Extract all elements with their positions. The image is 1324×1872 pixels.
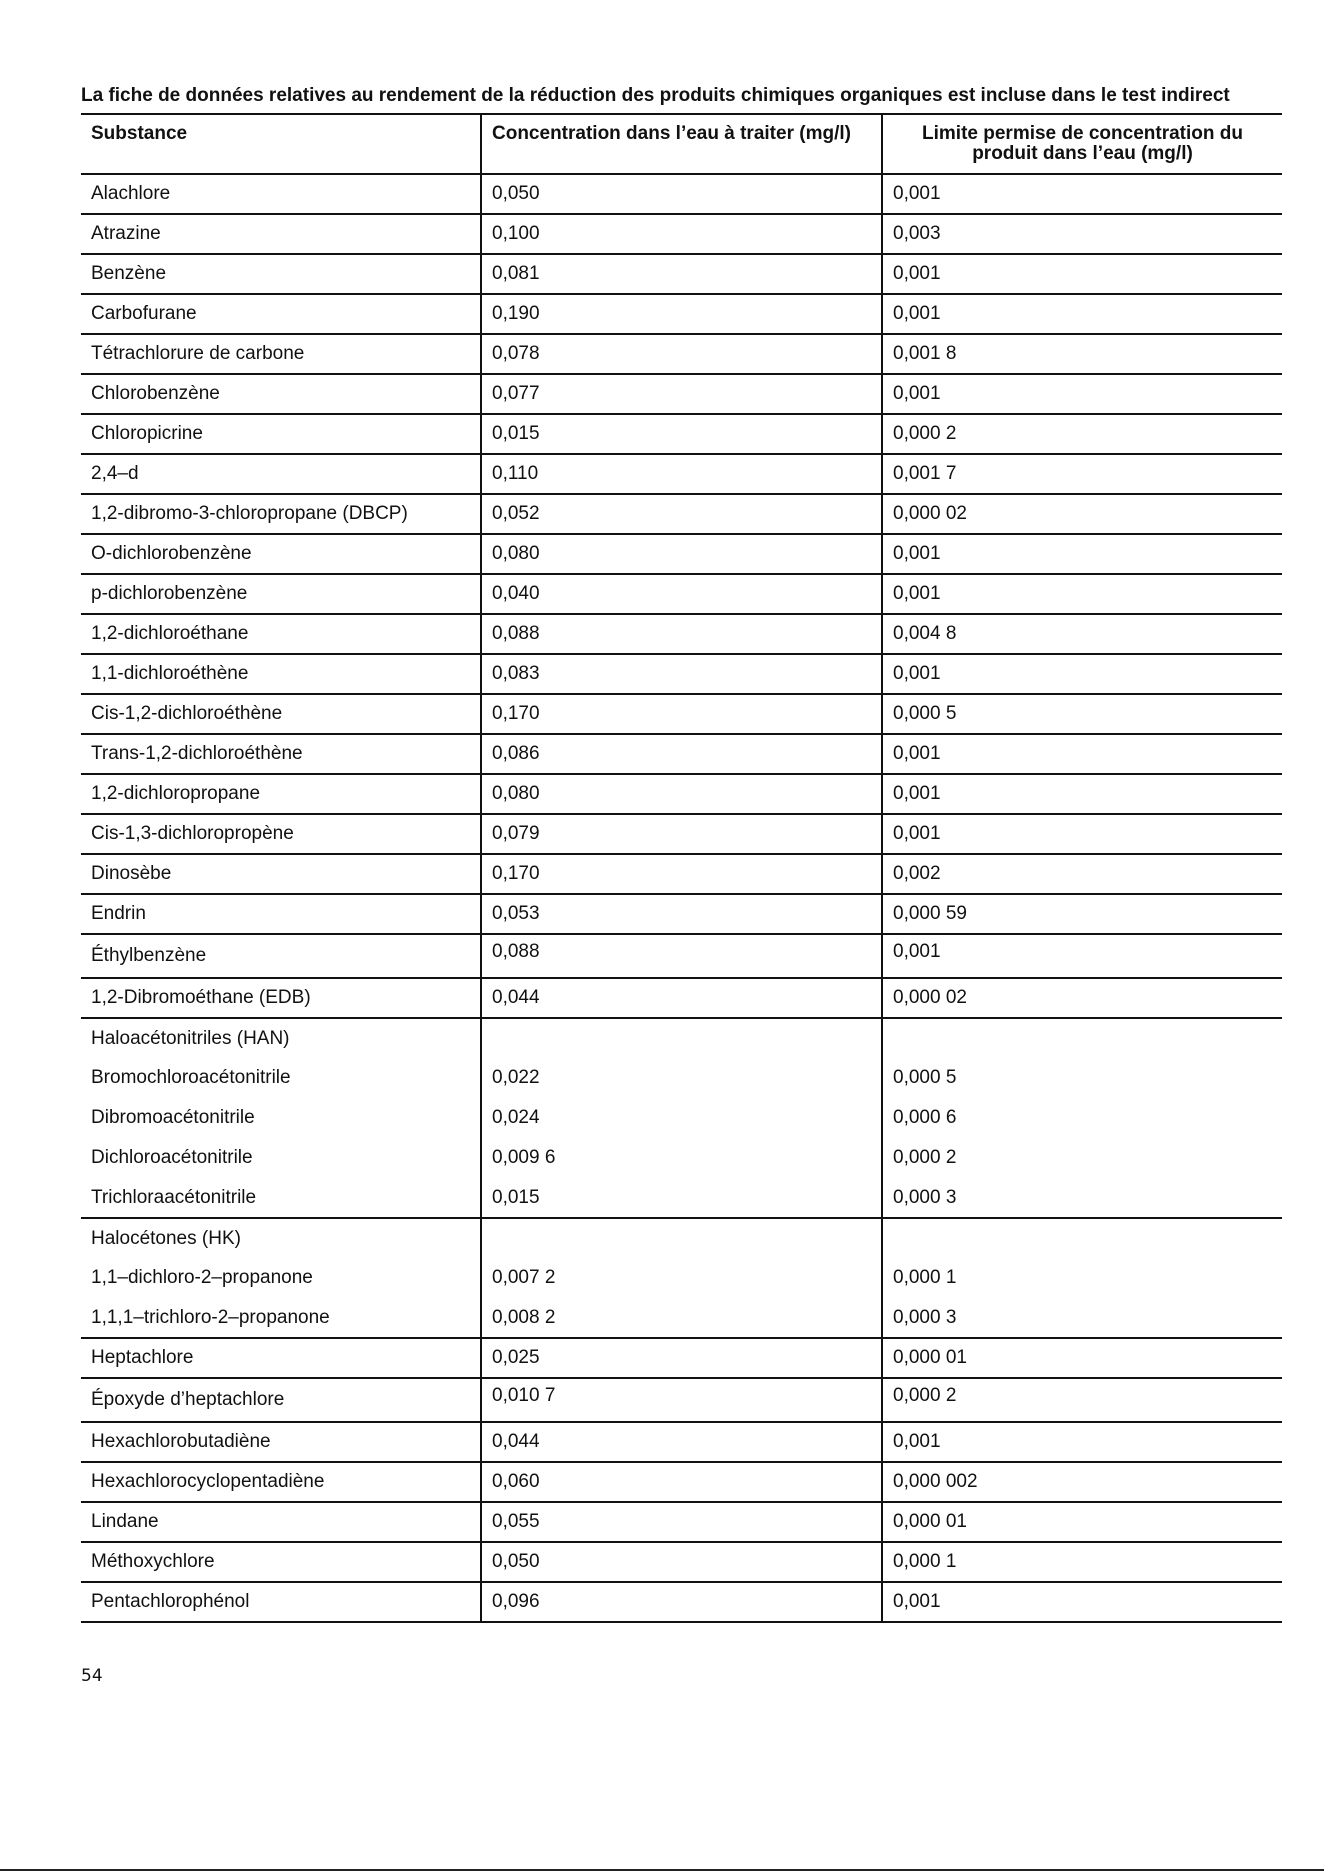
substance-cell: Alachlore [81,174,481,214]
limit-cell: 0,001 [882,1422,1282,1462]
limit-cell: 0,001 [882,654,1282,694]
limit-cell: 0,001 [882,934,1282,978]
limit-cell: 0,000 02 [882,494,1282,534]
concentration-cell: 0,007 2 [481,1258,882,1298]
limit-cell: 0,001 [882,374,1282,414]
limit-cell: 0,000 59 [882,894,1282,934]
substance-cell: 1,2-dibromo-3-chloropropane (DBCP) [81,494,481,534]
header-concentration: Concentration dans l’eau à traiter (mg/l) [481,114,882,174]
substance-cell: Pentachlorophénol [81,1582,481,1622]
table-row [81,654,1282,694]
group-heading: Halocétones (HK) [91,1227,241,1249]
table-row [81,1178,1282,1218]
concentration-cell: 0,110 [481,454,882,494]
group-heading: Haloacétonitriles (HAN) [91,1027,290,1049]
substance-cell: Méthoxychlore [81,1542,481,1582]
table-row [81,254,1282,294]
table-row [81,1298,1282,1338]
concentration-cell: 0,077 [481,374,882,414]
concentration-cell: 0,052 [481,494,882,534]
substance-cell: Chloropicrine [81,414,481,454]
concentration-cell: 0,086 [481,734,882,774]
substance-cell: Éthylbenzène [81,934,481,978]
concentration-cell: 0,015 [481,1178,882,1218]
substance-cell: Hexachlorobutadiène [81,1422,481,1462]
substance-cell: 1,2-dichloropropane [81,774,481,814]
table-title: La fiche de données relatives au rendement de la réduction des produits chimiques organiques est incluse dans le test indirect [81,85,1230,106]
concentration-cell: 0,079 [481,814,882,854]
substance-cell: Benzène [81,254,481,294]
concentration-cell: 0,053 [481,894,882,934]
table-row [81,454,1282,494]
limit-cell: 0,001 [882,294,1282,334]
table-row [81,1502,1282,1542]
table-row [81,934,1282,978]
concentration-cell: 0,025 [481,1338,882,1378]
concentration-cell: 0,190 [481,294,882,334]
concentration-cell: 0,081 [481,254,882,294]
table-row [81,734,1282,774]
substance-cell: Hexachlorocyclopentadiène [81,1462,481,1502]
concentration-cell: 0,044 [481,1422,882,1462]
table-row [81,574,1282,614]
concentration-cell: 0,050 [481,174,882,214]
table-row [81,1582,1282,1622]
organic-chemicals-table [81,113,1282,1623]
table-row [81,294,1282,334]
limit-cell: 0,000 3 [882,1298,1282,1338]
page-bottom-rule [0,1869,1324,1871]
concentration-cell: 0,170 [481,854,882,894]
table-row [81,1462,1282,1502]
substance-cell: 1,1–dichloro-2–propanone [91,1267,313,1288]
header-limit: Limite permise de concentration du produit dans l’eau (mg/l) [882,114,1282,174]
limit-cell: 0,000 5 [882,694,1282,734]
table-row [81,414,1282,454]
limit-cell: 0,001 [882,174,1282,214]
limit-cell: 0,000 2 [882,1138,1282,1178]
limit-cell: 0,001 [882,534,1282,574]
concentration-cell: 0,080 [481,534,882,574]
limit-cell: 0,000 1 [882,1542,1282,1582]
limit-cell: 0,000 5 [882,1058,1282,1098]
substance-cell: p-dichlorobenzène [81,574,481,614]
table-row [81,214,1282,254]
concentration-cell: 0,010 7 [481,1378,882,1422]
limit-cell: 0,003 [882,214,1282,254]
substance-cell: 1,2-dichloroéthane [81,614,481,654]
header-substance: Substance [81,114,481,174]
limit-cell: 0,000 6 [882,1098,1282,1138]
page-number: 54 [81,1666,103,1686]
substance-cell: Trichloraacétonitrile [81,1178,481,1218]
table-row [81,1542,1282,1582]
substance-cell: Dichloroacétonitrile [91,1147,253,1168]
substance-cell: Chlorobenzène [81,374,481,414]
concentration-cell: 0,015 [481,414,882,454]
limit-cell: 0,000 3 [882,1178,1282,1218]
substance-cell: Cis-1,2-dichloroéthène [81,694,481,734]
substance-cell: Trans-1,2-dichloroéthène [81,734,481,774]
substance-cell: Époxyde d’heptachlore [81,1378,481,1422]
limit-cell: 0,000 002 [882,1462,1282,1502]
substance-cell: O-dichlorobenzène [81,534,481,574]
limit-cell: 0,001 [882,734,1282,774]
table-row [81,494,1282,534]
table-row [81,1258,1282,1298]
empty-cell [481,1018,882,1058]
table-row [81,1138,1282,1178]
table-row [81,978,1282,1018]
limit-cell: 0,001 [882,574,1282,614]
table-row [81,894,1282,934]
concentration-cell: 0,088 [481,934,882,978]
concentration-cell: 0,096 [481,1582,882,1622]
table-row [81,694,1282,734]
table-row [81,534,1282,574]
table-header-row [81,114,1282,174]
concentration-cell: 0,040 [481,574,882,614]
substance-cell: Heptachlore [81,1338,481,1378]
limit-cell: 0,000 01 [882,1338,1282,1378]
limit-cell: 0,000 01 [882,1502,1282,1542]
substance-cell: Lindane [81,1502,481,1542]
concentration-cell: 0,078 [481,334,882,374]
concentration-cell: 0,024 [481,1098,882,1138]
table-row [81,1058,1282,1098]
limit-cell: 0,000 2 [882,414,1282,454]
limit-cell: 0,000 02 [882,978,1282,1018]
substance-cell: 1,1-dichloroéthène [81,654,481,694]
limit-cell: 0,001 [882,1582,1282,1622]
table-body [81,174,1282,1622]
table-row [81,814,1282,854]
table-row [81,334,1282,374]
substance-cell: Dibromoacétonitrile [91,1107,255,1128]
concentration-cell: 0,008 2 [481,1298,882,1338]
substance-cell: 1,1,1–trichloro-2–propanone [81,1298,481,1338]
table-row [81,174,1282,214]
table-row [81,374,1282,414]
substance-cell: 2,4–d [81,454,481,494]
table-row [81,1422,1282,1462]
empty-cell [882,1218,1282,1258]
substance-cell: Endrin [81,894,481,934]
table-row [81,1338,1282,1378]
concentration-cell: 0,055 [481,1502,882,1542]
substance-cell: Carbofurane [81,294,481,334]
empty-cell [481,1218,882,1258]
substance-cell: Cis-1,3-dichloropropène [81,814,481,854]
substance-cell: Atrazine [81,214,481,254]
limit-cell: 0,001 [882,774,1282,814]
table-row [81,1378,1282,1422]
limit-cell: 0,000 1 [882,1258,1282,1298]
limit-cell: 0,004 8 [882,614,1282,654]
substance-cell: Bromochloroacétonitrile [91,1067,291,1088]
concentration-cell: 0,080 [481,774,882,814]
limit-cell: 0,001 [882,254,1282,294]
group-heading-row [81,1018,1282,1058]
concentration-cell: 0,100 [481,214,882,254]
empty-cell [882,1018,1282,1058]
concentration-cell: 0,170 [481,694,882,734]
concentration-cell: 0,060 [481,1462,882,1502]
substance-cell: Tétrachlorure de carbone [81,334,481,374]
limit-cell: 0,000 2 [882,1378,1282,1422]
limit-cell: 0,001 [882,814,1282,854]
concentration-cell: 0,009 6 [481,1138,882,1178]
group-heading-row [81,1218,1282,1258]
table-row [81,774,1282,814]
table-row [81,614,1282,654]
table-row [81,1098,1282,1138]
concentration-cell: 0,050 [481,1542,882,1582]
concentration-cell: 0,022 [481,1058,882,1098]
limit-cell: 0,001 8 [882,334,1282,374]
limit-cell: 0,001 7 [882,454,1282,494]
substance-cell: Dinosèbe [81,854,481,894]
concentration-cell: 0,088 [481,614,882,654]
concentration-cell: 0,044 [481,978,882,1018]
substance-cell: 1,2-Dibromoéthane (EDB) [81,978,481,1018]
concentration-cell: 0,083 [481,654,882,694]
table-row [81,854,1282,894]
limit-cell: 0,002 [882,854,1282,894]
